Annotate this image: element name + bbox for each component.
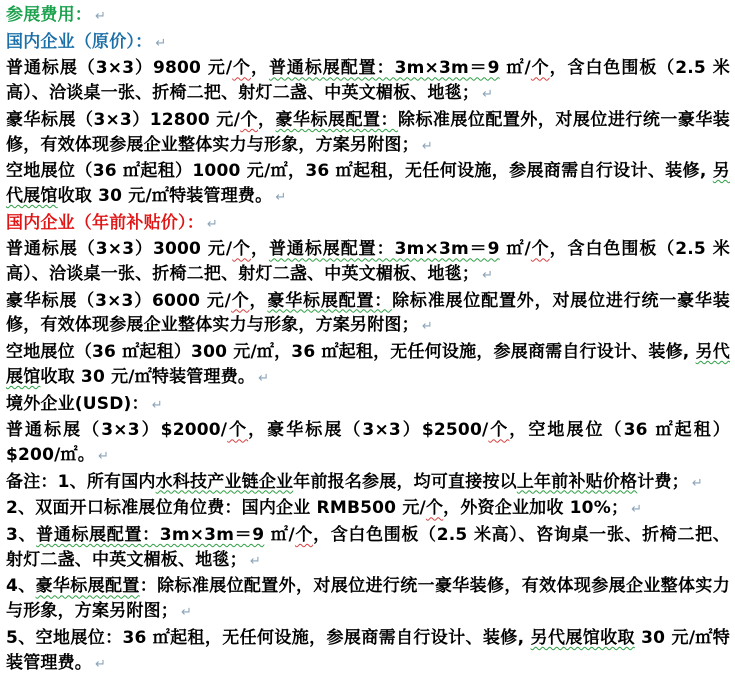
- paragraph-mark-icon: ↵: [95, 9, 107, 24]
- paragraph-mark-icon: ↵: [482, 268, 494, 284]
- paragraph-mark-icon: ↵: [482, 87, 494, 103]
- text-segment: 3、: [6, 525, 37, 546]
- text-segment: 境外企业(USD)：: [6, 393, 149, 414]
- spellcheck-green-segment: 另代展馆收取: [530, 627, 635, 648]
- text-segment: 国内企业（原价）：: [6, 31, 153, 52]
- text-segment: ，: [258, 109, 276, 130]
- text-segment: 5、空地展位：36 ㎡起租，无任何设施，参展商需自行设计、装修,: [6, 627, 531, 648]
- para-raw-space-subsidy: [6, 340, 730, 391]
- text-segment: ㎡/: [264, 525, 295, 546]
- spellcheck-green-segment: 上年前补贴价格: [516, 471, 638, 492]
- text-segment: 豪华标展（3×3）12800 元/: [6, 109, 241, 130]
- para-deluxe-booth-original: [6, 108, 730, 159]
- spellcheck-green-segment: 另代展馆: [6, 161, 730, 206]
- paragraph-mark-icon: ↵: [249, 553, 261, 569]
- para-note-1: [6, 470, 730, 497]
- text-segment: 30 元/㎡特装管理费。: [6, 627, 730, 673]
- spellcheck-red-segment: 个: [488, 420, 510, 441]
- text-segment: 收取 30 元/㎡特装管理费。: [57, 185, 273, 206]
- text-segment: 2、双面开口标准展位角位费：国内企业 RMB500 元/: [6, 498, 426, 519]
- text-segment: ，空地展位（36 ㎡起租）$200/㎡。: [6, 420, 730, 465]
- spellcheck-red-segment: 个: [232, 239, 251, 260]
- text-segment: 除标准展位配置外，对展位进行统一豪华装修，有效体现参展企业整体实力与形象，方案另附图；: [6, 109, 731, 155]
- text-segment: ：除标准展位配置外，对展位进行统一豪华装修，有效体现参展企业整体实力与形象，方案另附图；: [6, 576, 730, 622]
- text-segment: ，: [250, 239, 269, 260]
- spellcheck-red-segment: 个: [530, 239, 550, 260]
- text-segment: 空地展位（36 ㎡起租）300 元/㎡，36 ㎡起租，无任何设施，参展商需自行设计、装修,: [6, 342, 696, 363]
- text-segment: 4、: [6, 576, 36, 597]
- heading-overseas-usd: [6, 392, 730, 419]
- text-segment: ，豪华标展（3×3）$2500/: [248, 420, 489, 441]
- paragraph-mark-icon: ↵: [275, 189, 287, 205]
- paragraph-mark-icon: ↵: [206, 216, 218, 232]
- para-standard-booth-original: [6, 56, 730, 107]
- spellcheck-green-segment: 豪华标展配置：: [267, 290, 393, 311]
- text-segment: ，含白色围板（2.5 米高）、洽谈桌一张、折椅二把、射灯二盏、中英文楣板、地毯；: [6, 58, 731, 104]
- text-segment: ㎡/: [499, 58, 531, 79]
- spellcheck-green-segment: 普通标展配置：3m×3m＝9: [36, 525, 265, 546]
- paragraph-mark-icon: ↵: [421, 138, 433, 154]
- paragraph-mark-icon: ↵: [691, 475, 703, 491]
- text-segment: 普通标展（3×3）9800 元/: [6, 58, 233, 79]
- paragraph-mark-icon: ↵: [421, 319, 433, 335]
- para-standard-booth-subsidy: [6, 237, 730, 288]
- paragraph-mark-icon: ↵: [151, 397, 163, 413]
- paragraph-mark-icon: ↵: [631, 502, 643, 518]
- text-segment: 除标准展位配置外，对展位进行统一豪华装修，有效体现参展企业整体实力与形象，方案另附图；: [6, 290, 730, 336]
- spellcheck-red-segment: 个: [294, 525, 314, 546]
- heading-domestic-original-price: [6, 30, 730, 57]
- spellcheck-green-segment: 另代展馆: [6, 342, 731, 387]
- heading-domestic-subsidy-price: [6, 211, 730, 238]
- para-note-5: [6, 626, 730, 677]
- text-segment: ，: [250, 58, 269, 79]
- text-segment: ，含白色围板（2.5 米高）、洽谈桌一张、折椅二把、射灯二盏、中英文楣板、地毯；: [6, 239, 731, 285]
- spellcheck-red-segment: 个: [227, 420, 249, 441]
- para-note-3: [6, 523, 730, 574]
- text-segment: 参展费用：: [6, 5, 92, 25]
- text-segment: 普通标展（3×3）3000 元/: [6, 239, 233, 260]
- text-segment: ㎡/: [499, 239, 531, 260]
- spellcheck-green-segment: 水科技产业链企业: [155, 471, 294, 492]
- spellcheck-green-segment: 豪华标展配置：: [275, 109, 398, 130]
- text-segment: 普通标展（3×3）$2000/: [6, 420, 228, 441]
- para-deluxe-booth-subsidy: [6, 289, 730, 340]
- text-segment: 国内企业（年前补贴价）：: [6, 212, 204, 233]
- paragraph-mark-icon: ↵: [181, 605, 193, 621]
- text-segment: ，: [249, 290, 268, 311]
- para-note-4: [6, 574, 730, 625]
- spellcheck-red-segment: 个: [232, 58, 251, 79]
- paragraph-mark-icon: ↵: [155, 35, 167, 51]
- spellcheck-green-segment: 普通标展配置：3m×3m＝9: [268, 58, 500, 79]
- spellcheck-red-segment: 个: [240, 109, 258, 130]
- text-segment: ，外资企业加收 10%；: [443, 498, 629, 519]
- text-segment: 收取 30 元/㎡特装管理费。: [40, 366, 256, 387]
- text-segment: 计费；: [637, 471, 689, 492]
- spellcheck-green-segment: 豪华标展配置: [35, 576, 140, 597]
- spellcheck-red-segment: 个: [530, 58, 550, 79]
- text-segment: 备注：1、所有国内: [6, 471, 156, 492]
- para-overseas-prices: [6, 418, 730, 469]
- heading-exhibition-fees: [6, 3, 730, 30]
- text-segment: 年前报名参展，均可直接按以: [293, 471, 517, 492]
- text-segment: 空地展位（36 ㎡起租）1000 元/㎡，36 ㎡起租，无任何设施，参展商需自行设计、装修,: [6, 161, 713, 182]
- text-segment: 豪华标展（3×3）6000 元/: [6, 290, 232, 311]
- spellcheck-red-segment: 个: [425, 498, 444, 519]
- paragraph-mark-icon: ↵: [95, 656, 107, 672]
- spellcheck-red-segment: 个: [231, 290, 250, 311]
- paragraph-mark-icon: ↵: [97, 448, 110, 464]
- para-raw-space-original: [6, 159, 730, 210]
- paragraph-mark-icon: ↵: [258, 370, 270, 386]
- para-note-2: [6, 496, 730, 523]
- spellcheck-green-segment: 普通标展配置：3m×3m＝9: [268, 239, 500, 260]
- text-segment: ，含白色围板（2.5 米高）、咨询桌一张、折椅二把、射灯二盏、中英文楣板、地毯；: [6, 525, 730, 570]
